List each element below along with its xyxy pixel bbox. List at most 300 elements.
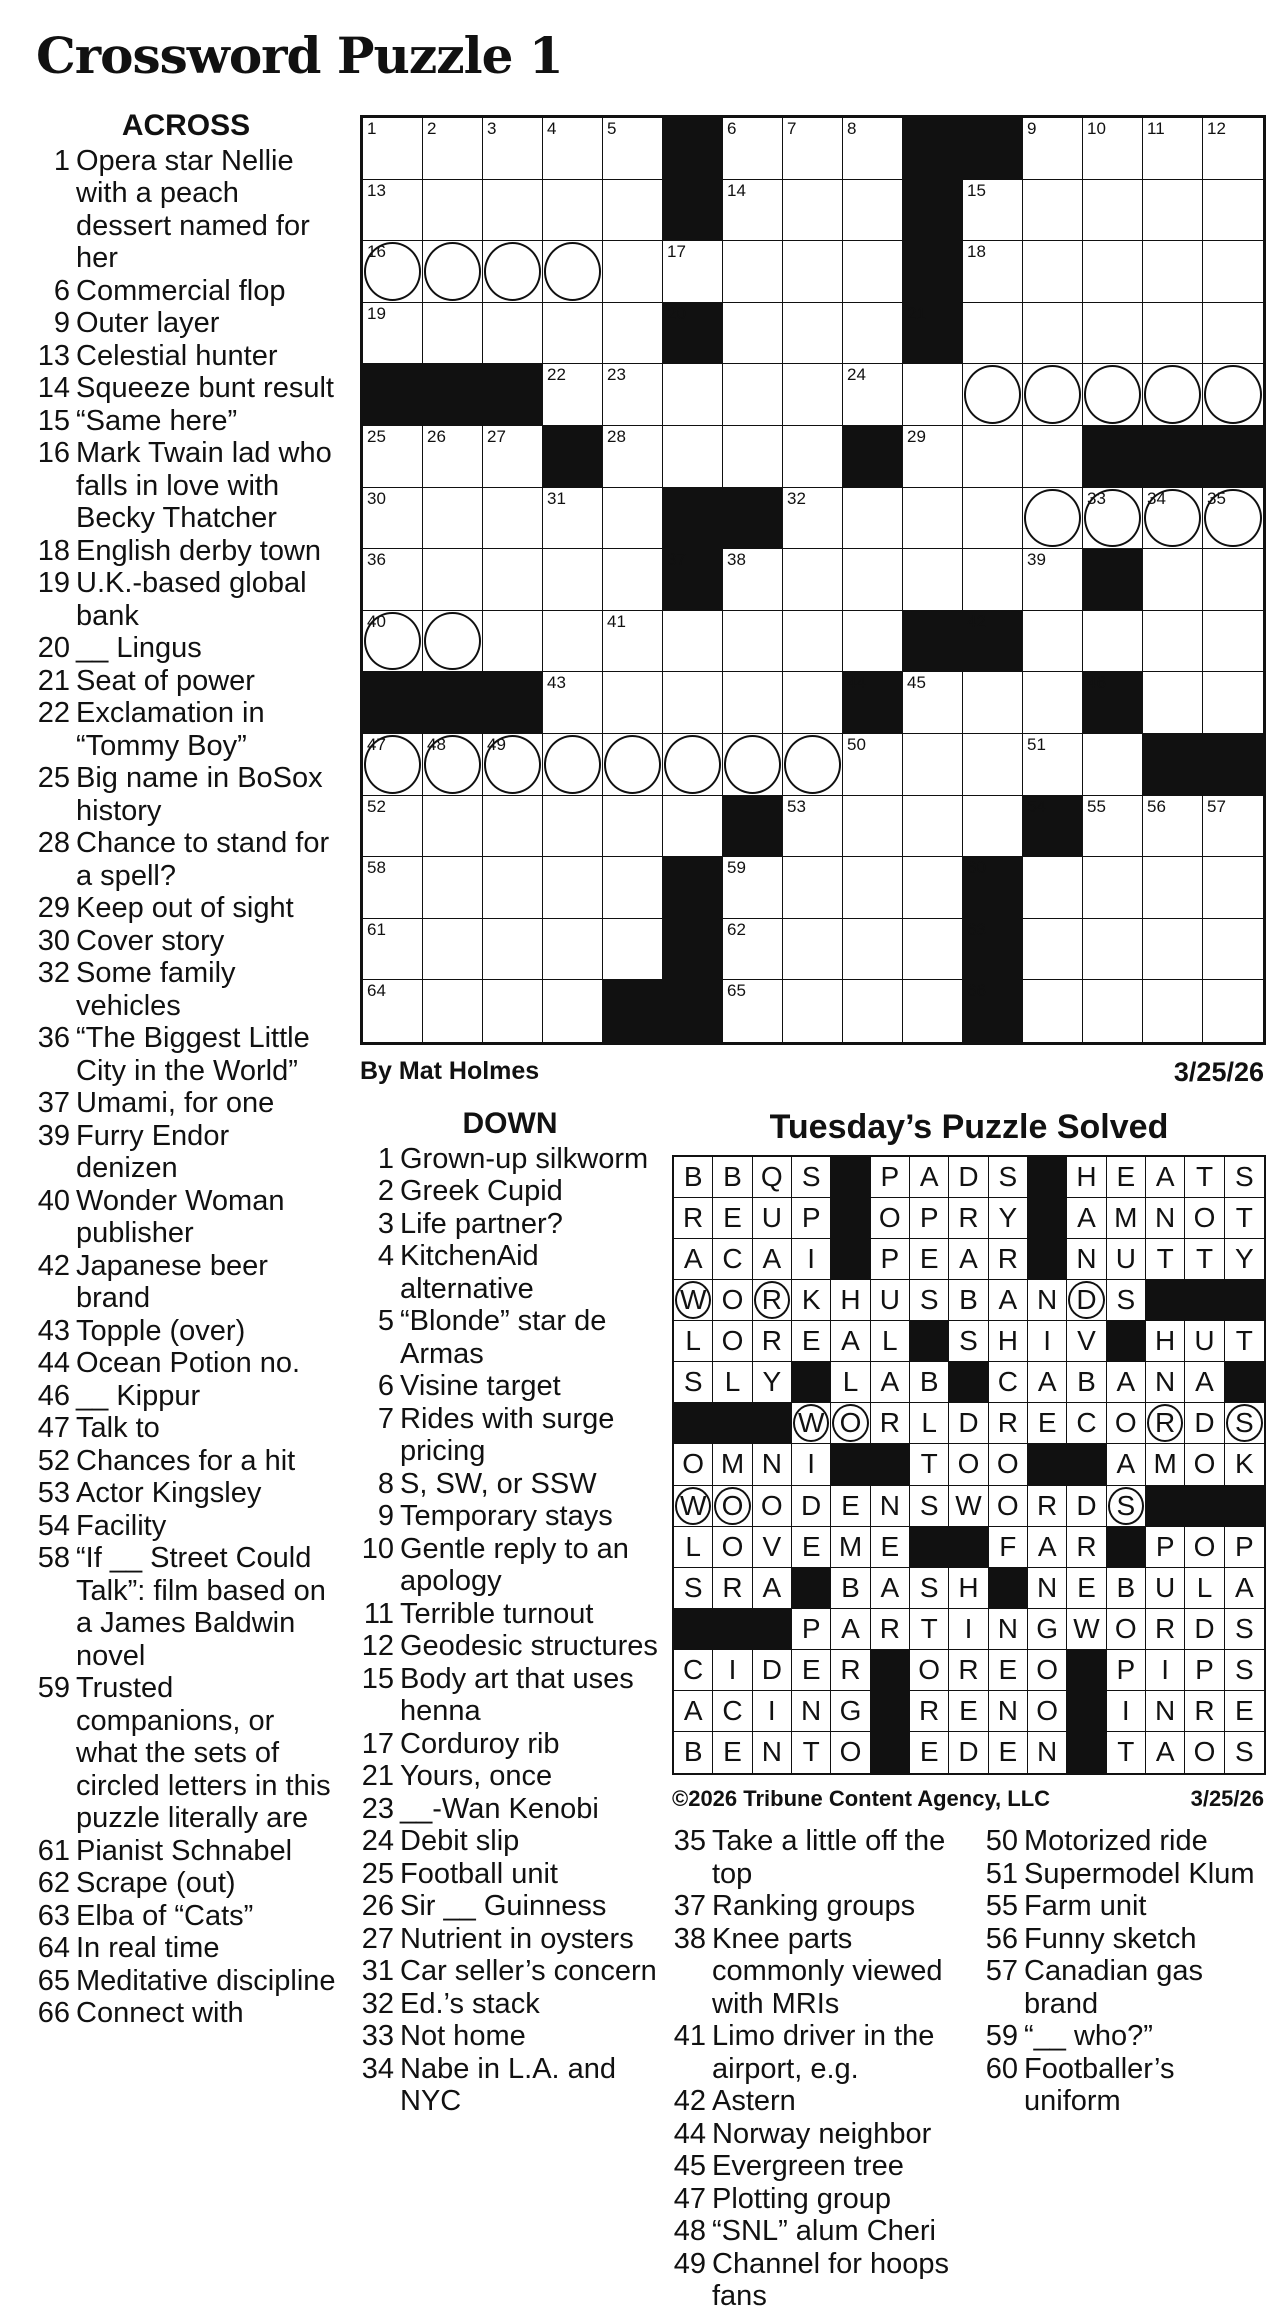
- grid-cell[interactable]: [723, 241, 783, 303]
- cell-number: 8: [847, 119, 857, 138]
- grid-cell[interactable]: [543, 611, 603, 673]
- grid-cell[interactable]: [603, 549, 663, 611]
- grid-cell[interactable]: [723, 980, 783, 1042]
- grid-cell[interactable]: [1203, 672, 1263, 734]
- grid-cell[interactable]: [363, 303, 423, 365]
- solution-black-square: [674, 1403, 713, 1444]
- grid-cell[interactable]: [903, 488, 963, 550]
- grid-cell[interactable]: [963, 549, 1023, 611]
- grid-cell[interactable]: [1203, 303, 1263, 365]
- grid-cell[interactable]: [963, 734, 1023, 796]
- across-clue[interactable]: [36, 1542, 336, 1672]
- grid-cell[interactable]: [963, 180, 1023, 242]
- grid-cell[interactable]: [783, 796, 843, 858]
- grid-cell[interactable]: [783, 303, 843, 365]
- circle-mark: [1204, 365, 1262, 424]
- grid-cell[interactable]: [723, 672, 783, 734]
- down-clue[interactable]: [672, 2085, 972, 2118]
- down-clue[interactable]: [360, 1500, 660, 1533]
- grid-cell[interactable]: [723, 857, 783, 919]
- grid-cell[interactable]: [663, 426, 723, 488]
- down-clue[interactable]: [984, 1825, 1274, 1858]
- grid-cell[interactable]: [603, 919, 663, 981]
- down-clue[interactable]: [672, 2118, 972, 2151]
- grid-cell[interactable]: [963, 303, 1023, 365]
- grid-cell[interactable]: [663, 796, 723, 858]
- across-clue[interactable]: [36, 665, 336, 698]
- grid-cell[interactable]: [1083, 734, 1143, 796]
- grid-cell[interactable]: [843, 611, 903, 673]
- across-clue[interactable]: [36, 145, 336, 275]
- grid-cell[interactable]: [1023, 549, 1083, 611]
- grid-cell[interactable]: [723, 180, 783, 242]
- grid-cell[interactable]: [363, 118, 423, 180]
- grid-cell[interactable]: [723, 611, 783, 673]
- solution-letter: U: [879, 1284, 900, 1316]
- grid-cell[interactable]: [723, 919, 783, 981]
- grid-cell[interactable]: [423, 180, 483, 242]
- down-clue[interactable]: [984, 2020, 1274, 2053]
- grid-cell[interactable]: [663, 734, 723, 796]
- grid-cell[interactable]: [723, 734, 783, 796]
- grid-cell[interactable]: [1203, 488, 1263, 550]
- grid-cell[interactable]: [603, 426, 663, 488]
- across-clue[interactable]: [36, 1380, 336, 1413]
- grid-cell[interactable]: [603, 364, 663, 426]
- across-clue[interactable]: [36, 1997, 336, 2030]
- grid-cell[interactable]: [1143, 980, 1203, 1042]
- down-clue[interactable]: [360, 1630, 660, 1663]
- grid-cell[interactable]: [783, 241, 843, 303]
- down-clue[interactable]: [984, 1955, 1274, 2020]
- solution-black-square: [1067, 1650, 1106, 1691]
- down-clue[interactable]: [984, 1890, 1274, 1923]
- across-clue[interactable]: [36, 275, 336, 308]
- grid-cell[interactable]: [843, 980, 903, 1042]
- grid-cell[interactable]: [603, 488, 663, 550]
- grid-cell[interactable]: [783, 364, 843, 426]
- across-clue[interactable]: [36, 762, 336, 827]
- grid-cell[interactable]: [1083, 857, 1143, 919]
- grid-cell[interactable]: [783, 549, 843, 611]
- across-clue[interactable]: [36, 1835, 336, 1868]
- down-clue[interactable]: [360, 1663, 660, 1728]
- grid-cell[interactable]: [843, 241, 903, 303]
- grid-cell[interactable]: [363, 488, 423, 550]
- grid-cell[interactable]: [1023, 118, 1083, 180]
- down-clue[interactable]: [360, 1793, 660, 1826]
- across-clue[interactable]: [36, 1445, 336, 1478]
- grid-cell[interactable]: [1143, 549, 1203, 611]
- grid-cell[interactable]: [1143, 672, 1203, 734]
- grid-cell[interactable]: [423, 857, 483, 919]
- across-clue[interactable]: [36, 1087, 336, 1120]
- down-clue[interactable]: [360, 1923, 660, 1956]
- grid-cell[interactable]: [843, 549, 903, 611]
- grid-cell[interactable]: [543, 980, 603, 1042]
- across-clue[interactable]: [36, 437, 336, 535]
- solution-cell: [1225, 1198, 1264, 1239]
- solution-black-square: [753, 1609, 792, 1650]
- crossword-grid[interactable]: [360, 115, 1266, 1045]
- grid-cell[interactable]: [783, 857, 843, 919]
- solution-letter: N: [1037, 1571, 1058, 1603]
- grid-cell[interactable]: [963, 488, 1023, 550]
- grid-cell[interactable]: [543, 549, 603, 611]
- grid-cell[interactable]: [1083, 980, 1143, 1042]
- grid-cell[interactable]: [1023, 919, 1083, 981]
- grid-cell[interactable]: [543, 488, 603, 550]
- grid-cell[interactable]: [483, 426, 543, 488]
- grid-cell[interactable]: [1203, 980, 1263, 1042]
- down-clue[interactable]: [360, 1728, 660, 1761]
- grid-cell[interactable]: [783, 426, 843, 488]
- grid-cell[interactable]: [963, 241, 1023, 303]
- down-clue[interactable]: [360, 1858, 660, 1891]
- grid-cell[interactable]: [1203, 549, 1263, 611]
- down-clue[interactable]: [672, 1890, 972, 1923]
- across-clue[interactable]: [36, 307, 336, 340]
- solution-cell: [910, 1732, 949, 1773]
- solution-cell: [1067, 1280, 1106, 1321]
- solution-cell: [1185, 1239, 1224, 1280]
- solution-cell: [1107, 1239, 1146, 1280]
- grid-cell[interactable]: [783, 611, 843, 673]
- across-clue[interactable]: [36, 957, 336, 1022]
- grid-cell[interactable]: [603, 796, 663, 858]
- across-clue[interactable]: [36, 1250, 336, 1315]
- grid-cell[interactable]: [723, 303, 783, 365]
- grid-cell[interactable]: [843, 857, 903, 919]
- grid-cell[interactable]: [543, 118, 603, 180]
- grid-cell[interactable]: [1083, 118, 1143, 180]
- across-clue[interactable]: [36, 1965, 336, 1998]
- cell-number: 34: [1147, 488, 1166, 508]
- grid-cell[interactable]: [363, 426, 423, 488]
- grid-cell[interactable]: [1083, 241, 1143, 303]
- grid-cell[interactable]: [483, 303, 543, 365]
- grid-cell[interactable]: [363, 549, 423, 611]
- across-clue[interactable]: [36, 697, 336, 762]
- grid-cell[interactable]: [903, 549, 963, 611]
- grid-cell[interactable]: [843, 734, 903, 796]
- grid-cell[interactable]: [363, 180, 423, 242]
- across-clue[interactable]: [36, 567, 336, 632]
- grid-cell[interactable]: [1083, 796, 1143, 858]
- grid-cell[interactable]: [1023, 980, 1083, 1042]
- across-clue[interactable]: [36, 1867, 336, 1900]
- grid-cell[interactable]: [963, 364, 1023, 426]
- grid-cell[interactable]: [663, 611, 723, 673]
- grid-cell[interactable]: [1203, 611, 1263, 673]
- across-clue[interactable]: [36, 1412, 336, 1445]
- grid-cell[interactable]: [363, 734, 423, 796]
- down-clue[interactable]: [672, 1825, 972, 1890]
- grid-cell[interactable]: [1143, 303, 1203, 365]
- across-clue[interactable]: [36, 1315, 336, 1348]
- grid-cell[interactable]: [843, 180, 903, 242]
- grid-cell[interactable]: [423, 980, 483, 1042]
- grid-cell[interactable]: [1023, 241, 1083, 303]
- grid-cell[interactable]: [1143, 180, 1203, 242]
- down-clue[interactable]: [360, 1208, 660, 1241]
- clue-number: 6: [377, 1370, 394, 1402]
- solution-cell: [792, 1527, 831, 1568]
- grid-cell[interactable]: [903, 980, 963, 1042]
- grid-cell[interactable]: [543, 919, 603, 981]
- clue-number: 54: [37, 1509, 70, 1542]
- grid-cell[interactable]: [903, 734, 963, 796]
- grid-cell[interactable]: [543, 303, 603, 365]
- down-clue[interactable]: [360, 1305, 660, 1370]
- grid-cell[interactable]: [843, 364, 903, 426]
- grid-cell[interactable]: [1023, 672, 1083, 734]
- grid-cell[interactable]: [1143, 796, 1203, 858]
- grid-cell[interactable]: [903, 426, 963, 488]
- grid-cell[interactable]: [843, 919, 903, 981]
- grid-cell[interactable]: [363, 796, 423, 858]
- grid-cell[interactable]: [1083, 364, 1143, 426]
- solution-black-square: [1107, 1527, 1146, 1568]
- grid-cell[interactable]: [423, 919, 483, 981]
- down-clue[interactable]: [984, 2053, 1274, 2118]
- across-clue[interactable]: [36, 1510, 336, 1543]
- down-clue[interactable]: [360, 1468, 660, 1501]
- clue-text: Ocean Potion no.: [76, 1347, 301, 1379]
- grid-cell[interactable]: [423, 549, 483, 611]
- grid-cell[interactable]: [543, 857, 603, 919]
- grid-cell[interactable]: [963, 672, 1023, 734]
- clue-text: Mark Twain lad who falls in love with Becky Thatcher: [76, 437, 332, 534]
- across-clue[interactable]: [36, 1932, 336, 1965]
- grid-cell[interactable]: [483, 919, 543, 981]
- grid-cell[interactable]: [483, 488, 543, 550]
- grid-cell[interactable]: [1023, 426, 1083, 488]
- black-square: [663, 857, 723, 919]
- across-clue[interactable]: [36, 1022, 336, 1087]
- grid-cell[interactable]: [543, 364, 603, 426]
- down-clue[interactable]: [360, 1890, 660, 1923]
- down-clue[interactable]: [360, 1533, 660, 1598]
- across-clue[interactable]: [36, 372, 336, 405]
- across-clue[interactable]: [36, 827, 336, 892]
- down-clue[interactable]: [360, 1403, 660, 1468]
- grid-cell[interactable]: [783, 919, 843, 981]
- grid-cell[interactable]: [423, 426, 483, 488]
- grid-cell[interactable]: [363, 241, 423, 303]
- across-clue[interactable]: [36, 925, 336, 958]
- down-clue[interactable]: [672, 2183, 972, 2216]
- grid-cell[interactable]: [543, 672, 603, 734]
- grid-cell[interactable]: [903, 364, 963, 426]
- down-clue[interactable]: [360, 1143, 660, 1176]
- across-clue[interactable]: [36, 892, 336, 925]
- grid-cell[interactable]: [1143, 919, 1203, 981]
- across-clue[interactable]: [36, 340, 336, 373]
- down-clue[interactable]: [672, 2020, 972, 2085]
- clue-number: 53: [37, 1477, 70, 1509]
- cell-number: 62: [727, 919, 746, 939]
- grid-cell[interactable]: [783, 980, 843, 1042]
- grid-cell[interactable]: [483, 180, 543, 242]
- grid-cell[interactable]: [1203, 118, 1263, 180]
- grid-cell[interactable]: [723, 118, 783, 180]
- solution-cell: [1028, 1403, 1067, 1444]
- grid-cell[interactable]: [903, 919, 963, 981]
- grid-cell[interactable]: [843, 796, 903, 858]
- grid-cell[interactable]: [663, 241, 723, 303]
- grid-cell[interactable]: [483, 857, 543, 919]
- grid-cell[interactable]: [903, 672, 963, 734]
- grid-cell[interactable]: [1203, 364, 1263, 426]
- grid-cell[interactable]: [903, 796, 963, 858]
- grid-cell[interactable]: [783, 180, 843, 242]
- grid-cell[interactable]: [603, 857, 663, 919]
- grid-cell[interactable]: [1143, 364, 1203, 426]
- across-clue[interactable]: [36, 1185, 336, 1250]
- grid-cell[interactable]: [1023, 180, 1083, 242]
- across-clue[interactable]: [36, 632, 336, 665]
- down-clue[interactable]: [360, 1370, 660, 1403]
- grid-cell[interactable]: [843, 303, 903, 365]
- down-clue[interactable]: [984, 1923, 1274, 1956]
- grid-cell[interactable]: [363, 857, 423, 919]
- grid-cell[interactable]: [1083, 180, 1143, 242]
- grid-cell[interactable]: [1203, 919, 1263, 981]
- down-clue[interactable]: [984, 1858, 1274, 1891]
- grid-cell[interactable]: [963, 426, 1023, 488]
- grid-cell[interactable]: [843, 488, 903, 550]
- grid-cell[interactable]: [603, 611, 663, 673]
- grid-cell[interactable]: [423, 734, 483, 796]
- grid-cell[interactable]: [603, 241, 663, 303]
- down-clue[interactable]: [360, 1825, 660, 1858]
- grid-cell[interactable]: [1143, 241, 1203, 303]
- across-clue[interactable]: [36, 1672, 336, 1835]
- grid-cell[interactable]: [423, 488, 483, 550]
- grid-cell[interactable]: [783, 672, 843, 734]
- grid-cell[interactable]: [783, 118, 843, 180]
- solution-cell: [713, 1157, 752, 1198]
- grid-cell[interactable]: [783, 734, 843, 796]
- grid-cell[interactable]: [543, 734, 603, 796]
- down-clue[interactable]: [360, 1988, 660, 2021]
- grid-cell[interactable]: [483, 118, 543, 180]
- grid-cell[interactable]: [1203, 241, 1263, 303]
- down-clue[interactable]: [672, 1923, 972, 2021]
- clue-number: 63: [37, 1899, 70, 1932]
- down-clue[interactable]: [672, 2150, 972, 2183]
- across-clue[interactable]: [36, 535, 336, 568]
- grid-cell[interactable]: [483, 734, 543, 796]
- grid-cell[interactable]: [1023, 857, 1083, 919]
- grid-cell[interactable]: [1083, 919, 1143, 981]
- down-clue[interactable]: [360, 2053, 660, 2118]
- grid-cell[interactable]: [423, 796, 483, 858]
- grid-cell[interactable]: [1143, 118, 1203, 180]
- solution-cell: [792, 1732, 831, 1773]
- grid-cell[interactable]: [1143, 611, 1203, 673]
- grid-cell[interactable]: [1083, 611, 1143, 673]
- grid-cell[interactable]: [363, 980, 423, 1042]
- across-clue[interactable]: [36, 1900, 336, 1933]
- grid-cell[interactable]: [1143, 857, 1203, 919]
- grid-cell[interactable]: [603, 734, 663, 796]
- grid-cell[interactable]: [483, 796, 543, 858]
- grid-cell[interactable]: [1023, 303, 1083, 365]
- grid-cell[interactable]: [783, 488, 843, 550]
- down-clue[interactable]: [360, 2020, 660, 2053]
- clue-number: 48: [673, 2215, 706, 2247]
- down-clue[interactable]: [672, 2215, 972, 2248]
- down-clue[interactable]: [672, 2248, 972, 2313]
- across-clue[interactable]: [36, 405, 336, 438]
- grid-cell[interactable]: [963, 796, 1023, 858]
- grid-cell[interactable]: [723, 549, 783, 611]
- grid-cell[interactable]: [903, 857, 963, 919]
- across-clue[interactable]: [36, 1477, 336, 1510]
- solution-cell: [1028, 1691, 1067, 1732]
- grid-cell[interactable]: [1203, 857, 1263, 919]
- down-clue[interactable]: [360, 1175, 660, 1208]
- grid-cell[interactable]: [1083, 303, 1143, 365]
- grid-cell[interactable]: [1023, 611, 1083, 673]
- grid-cell[interactable]: [603, 303, 663, 365]
- grid-cell[interactable]: [423, 118, 483, 180]
- grid-cell[interactable]: [1083, 488, 1143, 550]
- down-clue[interactable]: [360, 1955, 660, 1988]
- grid-cell[interactable]: [1023, 734, 1083, 796]
- solution-letter: O: [957, 1448, 980, 1480]
- grid-cell[interactable]: [603, 672, 663, 734]
- grid-cell[interactable]: [843, 118, 903, 180]
- grid-cell[interactable]: [483, 611, 543, 673]
- grid-cell[interactable]: [483, 241, 543, 303]
- down-clue[interactable]: [360, 1240, 660, 1305]
- solution-cell: [792, 1198, 831, 1239]
- down-clues-cont-1: [672, 1825, 972, 2313]
- clue-text: Geodesic structures: [400, 1630, 658, 1662]
- grid-cell[interactable]: [1023, 488, 1083, 550]
- grid-cell[interactable]: [363, 611, 423, 673]
- grid-cell[interactable]: [603, 118, 663, 180]
- grid-cell[interactable]: [1143, 488, 1203, 550]
- solution-letter: N: [761, 1736, 782, 1768]
- grid-cell[interactable]: [1203, 180, 1263, 242]
- grid-cell[interactable]: [723, 364, 783, 426]
- grid-cell[interactable]: [603, 180, 663, 242]
- across-clue[interactable]: [36, 1120, 336, 1185]
- grid-cell[interactable]: [543, 796, 603, 858]
- grid-cell[interactable]: [363, 919, 423, 981]
- grid-cell[interactable]: [423, 241, 483, 303]
- across-clue[interactable]: [36, 1347, 336, 1380]
- grid-cell[interactable]: [483, 549, 543, 611]
- down-clue[interactable]: [360, 1598, 660, 1631]
- grid-cell[interactable]: [663, 672, 723, 734]
- grid-cell[interactable]: [543, 241, 603, 303]
- black-square: [363, 364, 423, 426]
- grid-cell[interactable]: [1203, 796, 1263, 858]
- grid-cell[interactable]: [1023, 364, 1083, 426]
- grid-cell[interactable]: [423, 611, 483, 673]
- grid-cell[interactable]: [423, 303, 483, 365]
- down-clue[interactable]: [360, 1760, 660, 1793]
- grid-cell[interactable]: [483, 980, 543, 1042]
- grid-cell[interactable]: [543, 180, 603, 242]
- grid-cell[interactable]: [663, 364, 723, 426]
- grid-cell[interactable]: [723, 426, 783, 488]
